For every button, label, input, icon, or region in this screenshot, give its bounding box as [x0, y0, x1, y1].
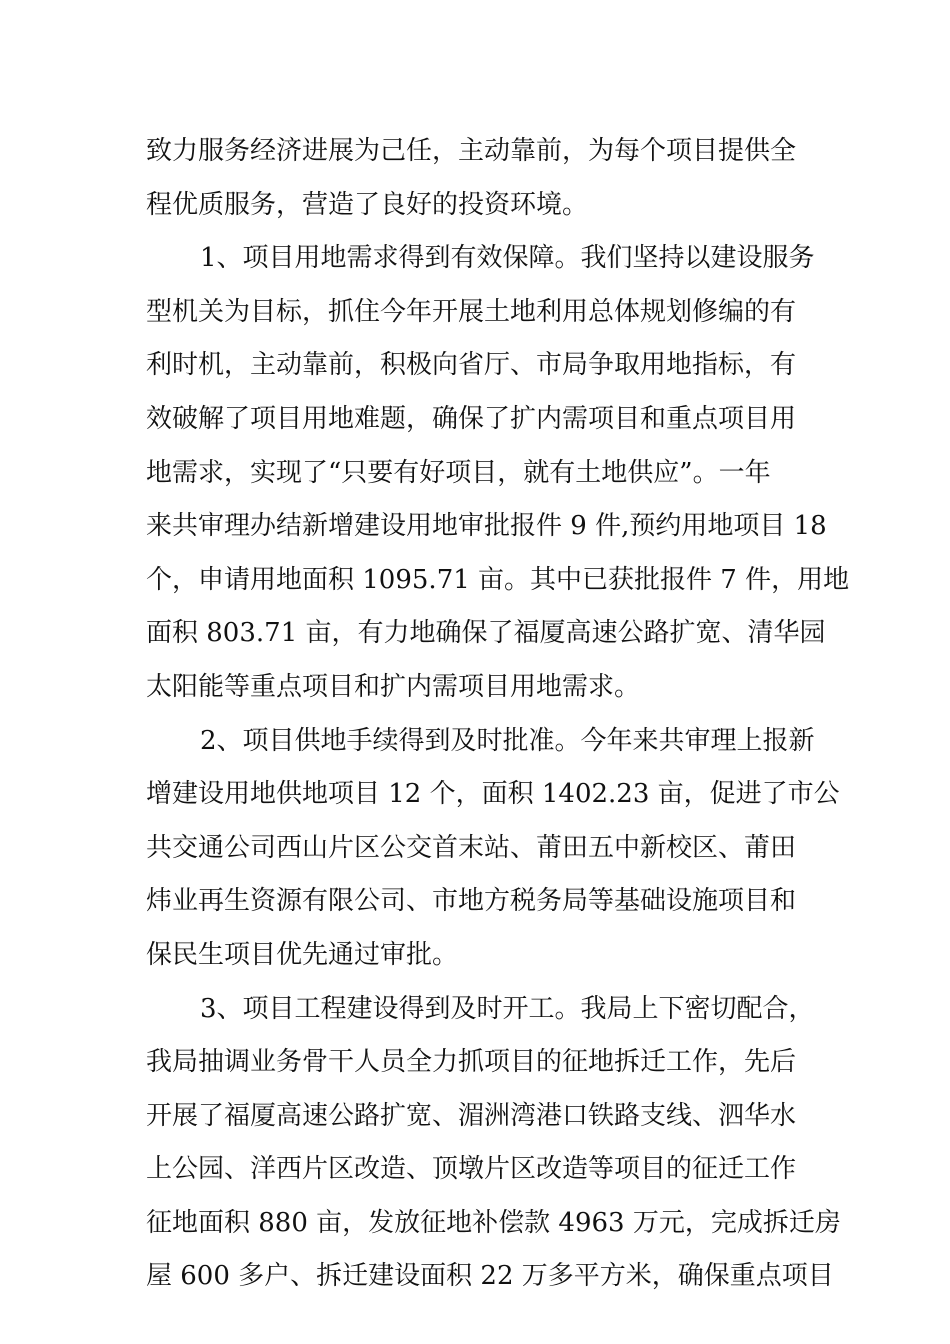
text-line: 来共审理办结新增建设用地审批报件 9 件,预约用地项目 18	[146, 511, 827, 542]
text-line: 屋 600 多户、拆迁建设面积 22 万多平方米，确保重点项目	[146, 1261, 834, 1292]
text-line: 太阳能等重点项目和扩内需项目用地需求。	[146, 671, 641, 702]
text-line: 我局抽调业务骨干人员全力抓项目的征地拆迁工作，先后	[146, 1047, 797, 1078]
text-line: 开展了福厦高速公路扩宽、湄洲湾港口铁路支线、泗华水	[146, 1100, 797, 1131]
text-line: 致力服务经济进展为己任，主动靠前，为每个项目提供全	[146, 136, 797, 166]
text-line: 程优质服务，营造了良好的投资环境。	[146, 189, 589, 220]
paragraph-heading-line: 3、项目工程建设得到及时开工。我局上下密切配合，	[200, 993, 815, 1024]
paragraph-heading-line: 2、项目供地手续得到及时批准。今年来共审理上报新	[200, 725, 815, 756]
text-line: 征地面积 880 亩，发放征地补偿款 4963 万元，完成拆迁房	[146, 1207, 841, 1238]
text-line: 保民生项目优先通过审批。	[146, 939, 459, 970]
text-line: 增建设用地供地项目 12 个，面积 1402.23 亩，促进了市公	[146, 779, 840, 810]
text-line: 共交通公司西山片区公交首末站、莆田五中新校区、莆田	[146, 832, 797, 863]
text-line: 地需求，实现了“只要有好项目，就有土地供应”。一年	[146, 457, 771, 488]
text-line: 上公园、洋西片区改造、顶墩片区改造等项目的征迁工作	[146, 1154, 797, 1185]
text-line: 炜业再生资源有限公司、市地方税务局等基础设施项目和	[146, 886, 797, 917]
text-line: 利时机，主动靠前，积极向省厅、市局争取用地指标，有	[146, 350, 797, 381]
text-line: 个，申请用地面积 1095.71 亩。其中已获批报件 7 件，用地	[146, 564, 850, 595]
document-body	[146, 125, 850, 1304]
text-line: 型机关为目标，抓住今年开展土地利用总体规划修编的有	[146, 296, 797, 327]
text-line: 效破解了项目用地难题，确保了扩内需项目和重点项目用	[146, 403, 797, 434]
text-line: 面积 803.71 亩，有力地确保了福厦高速公路扩宽、清华园	[146, 618, 826, 649]
paragraph-heading-line: 1、项目用地需求得到有效保障。我们坚持以建设服务	[200, 243, 815, 274]
